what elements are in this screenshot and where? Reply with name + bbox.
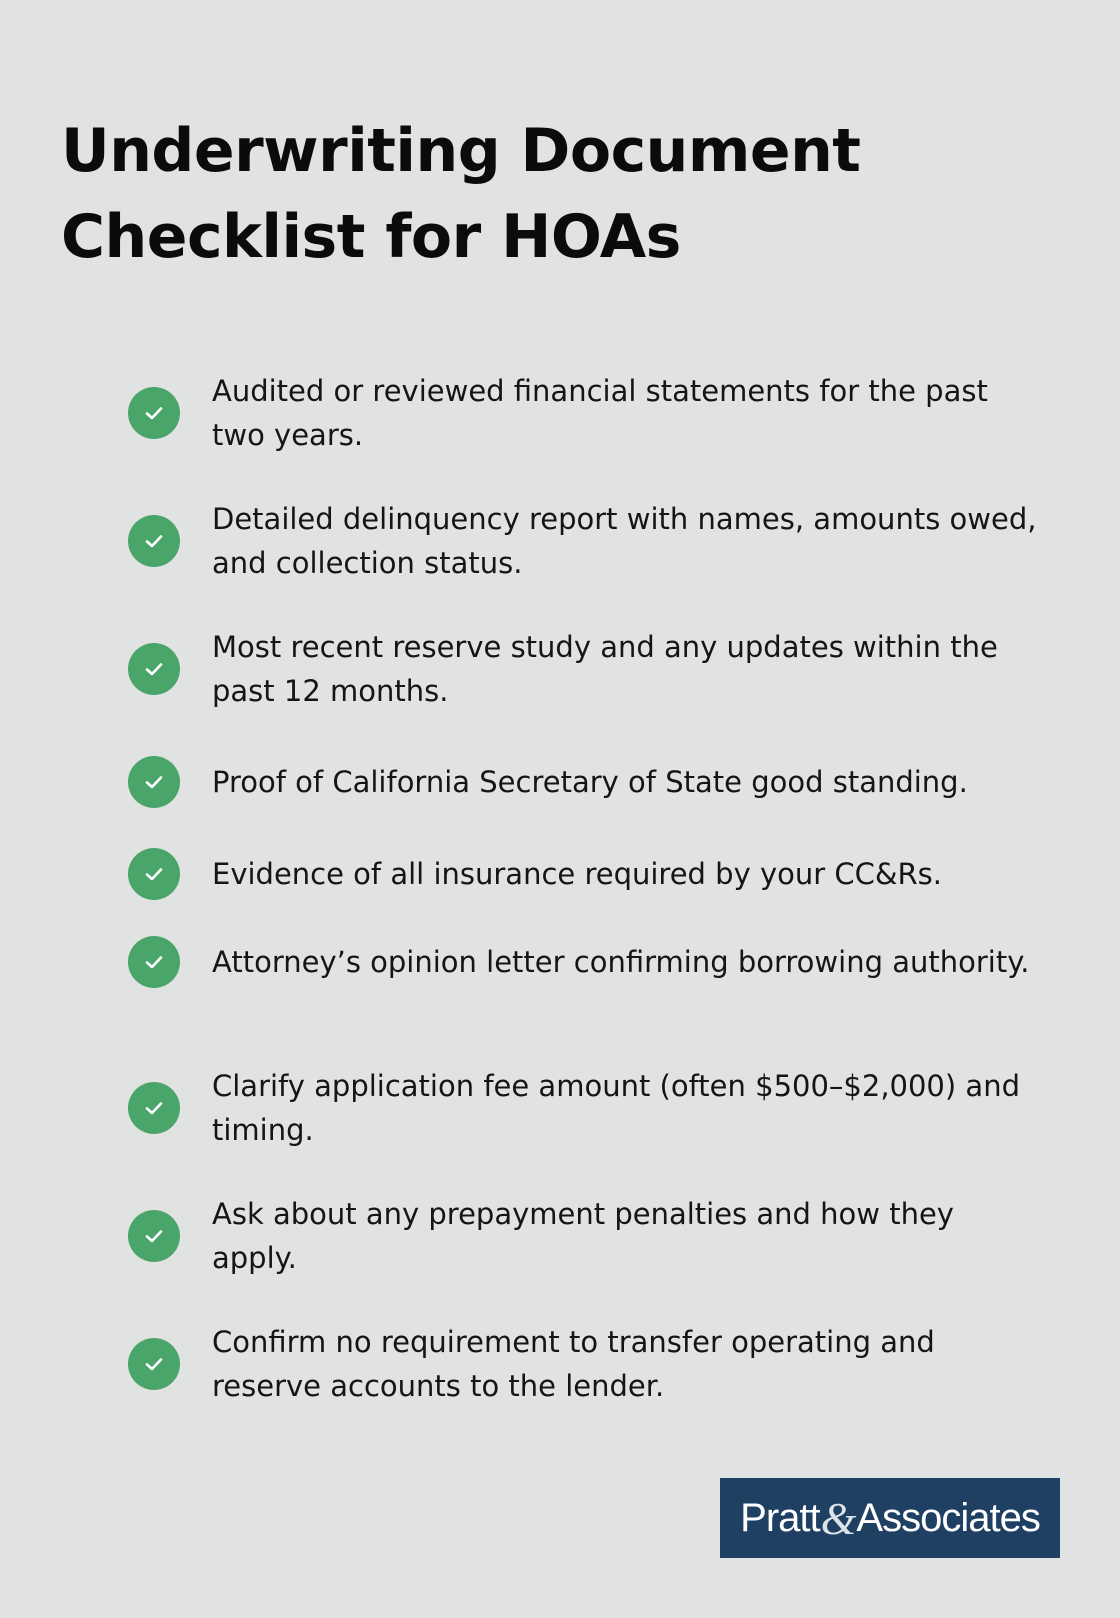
checklist-item (128, 369, 1048, 457)
logo-name-right: Associates (856, 1495, 1040, 1540)
checklist-item-text: Proof of California Secretary of State good standing. (212, 765, 968, 799)
checklist-item (128, 497, 1048, 585)
logo-name-left: Pratt (740, 1495, 820, 1540)
checklist-item (128, 625, 1048, 713)
checklist-item-text: Evidence of all insurance required by your CC&Rs. (212, 857, 942, 891)
checklist-item-text: Audited or reviewed financial statements for the past two years. (212, 374, 988, 452)
checklist-item-text: Ask about any prepayment penalties and how they apply. (212, 1197, 954, 1275)
checklist-item (128, 936, 1048, 988)
check-circle-icon (128, 1210, 180, 1262)
check-circle-icon (128, 848, 180, 900)
check-circle-icon (128, 387, 180, 439)
checklist-item (128, 1320, 1048, 1408)
pratt-associates-logo (720, 1478, 1060, 1558)
checklist-item-text: Detailed delinquency report with names, amounts owed, and collection status. (212, 502, 1037, 580)
page-title: Underwriting Document Checklist for HOAs (61, 116, 861, 272)
check-circle-icon (128, 1082, 180, 1134)
check-circle-icon (128, 936, 180, 988)
checklist-item-text: Most recent reserve study and any updates within the past 12 months. (212, 630, 998, 708)
logo-ampersand: & (820, 1492, 856, 1544)
check-circle-icon (128, 1338, 180, 1390)
checklist-item-text: Confirm no requirement to transfer operating and reserve accounts to the lender. (212, 1325, 935, 1403)
check-circle-icon (128, 643, 180, 695)
check-circle-icon (128, 515, 180, 567)
checklist-item (128, 756, 1048, 808)
checklist-item (128, 1064, 1048, 1152)
checklist-item-text: Clarify application fee amount (often $500–$2,000) and timing. (212, 1069, 1020, 1147)
checklist-item (128, 1192, 1048, 1280)
check-circle-icon (128, 756, 180, 808)
checklist-item (128, 848, 1048, 900)
checklist-item-text: Attorney’s opinion letter confirming borrowing authority. (212, 945, 1030, 979)
